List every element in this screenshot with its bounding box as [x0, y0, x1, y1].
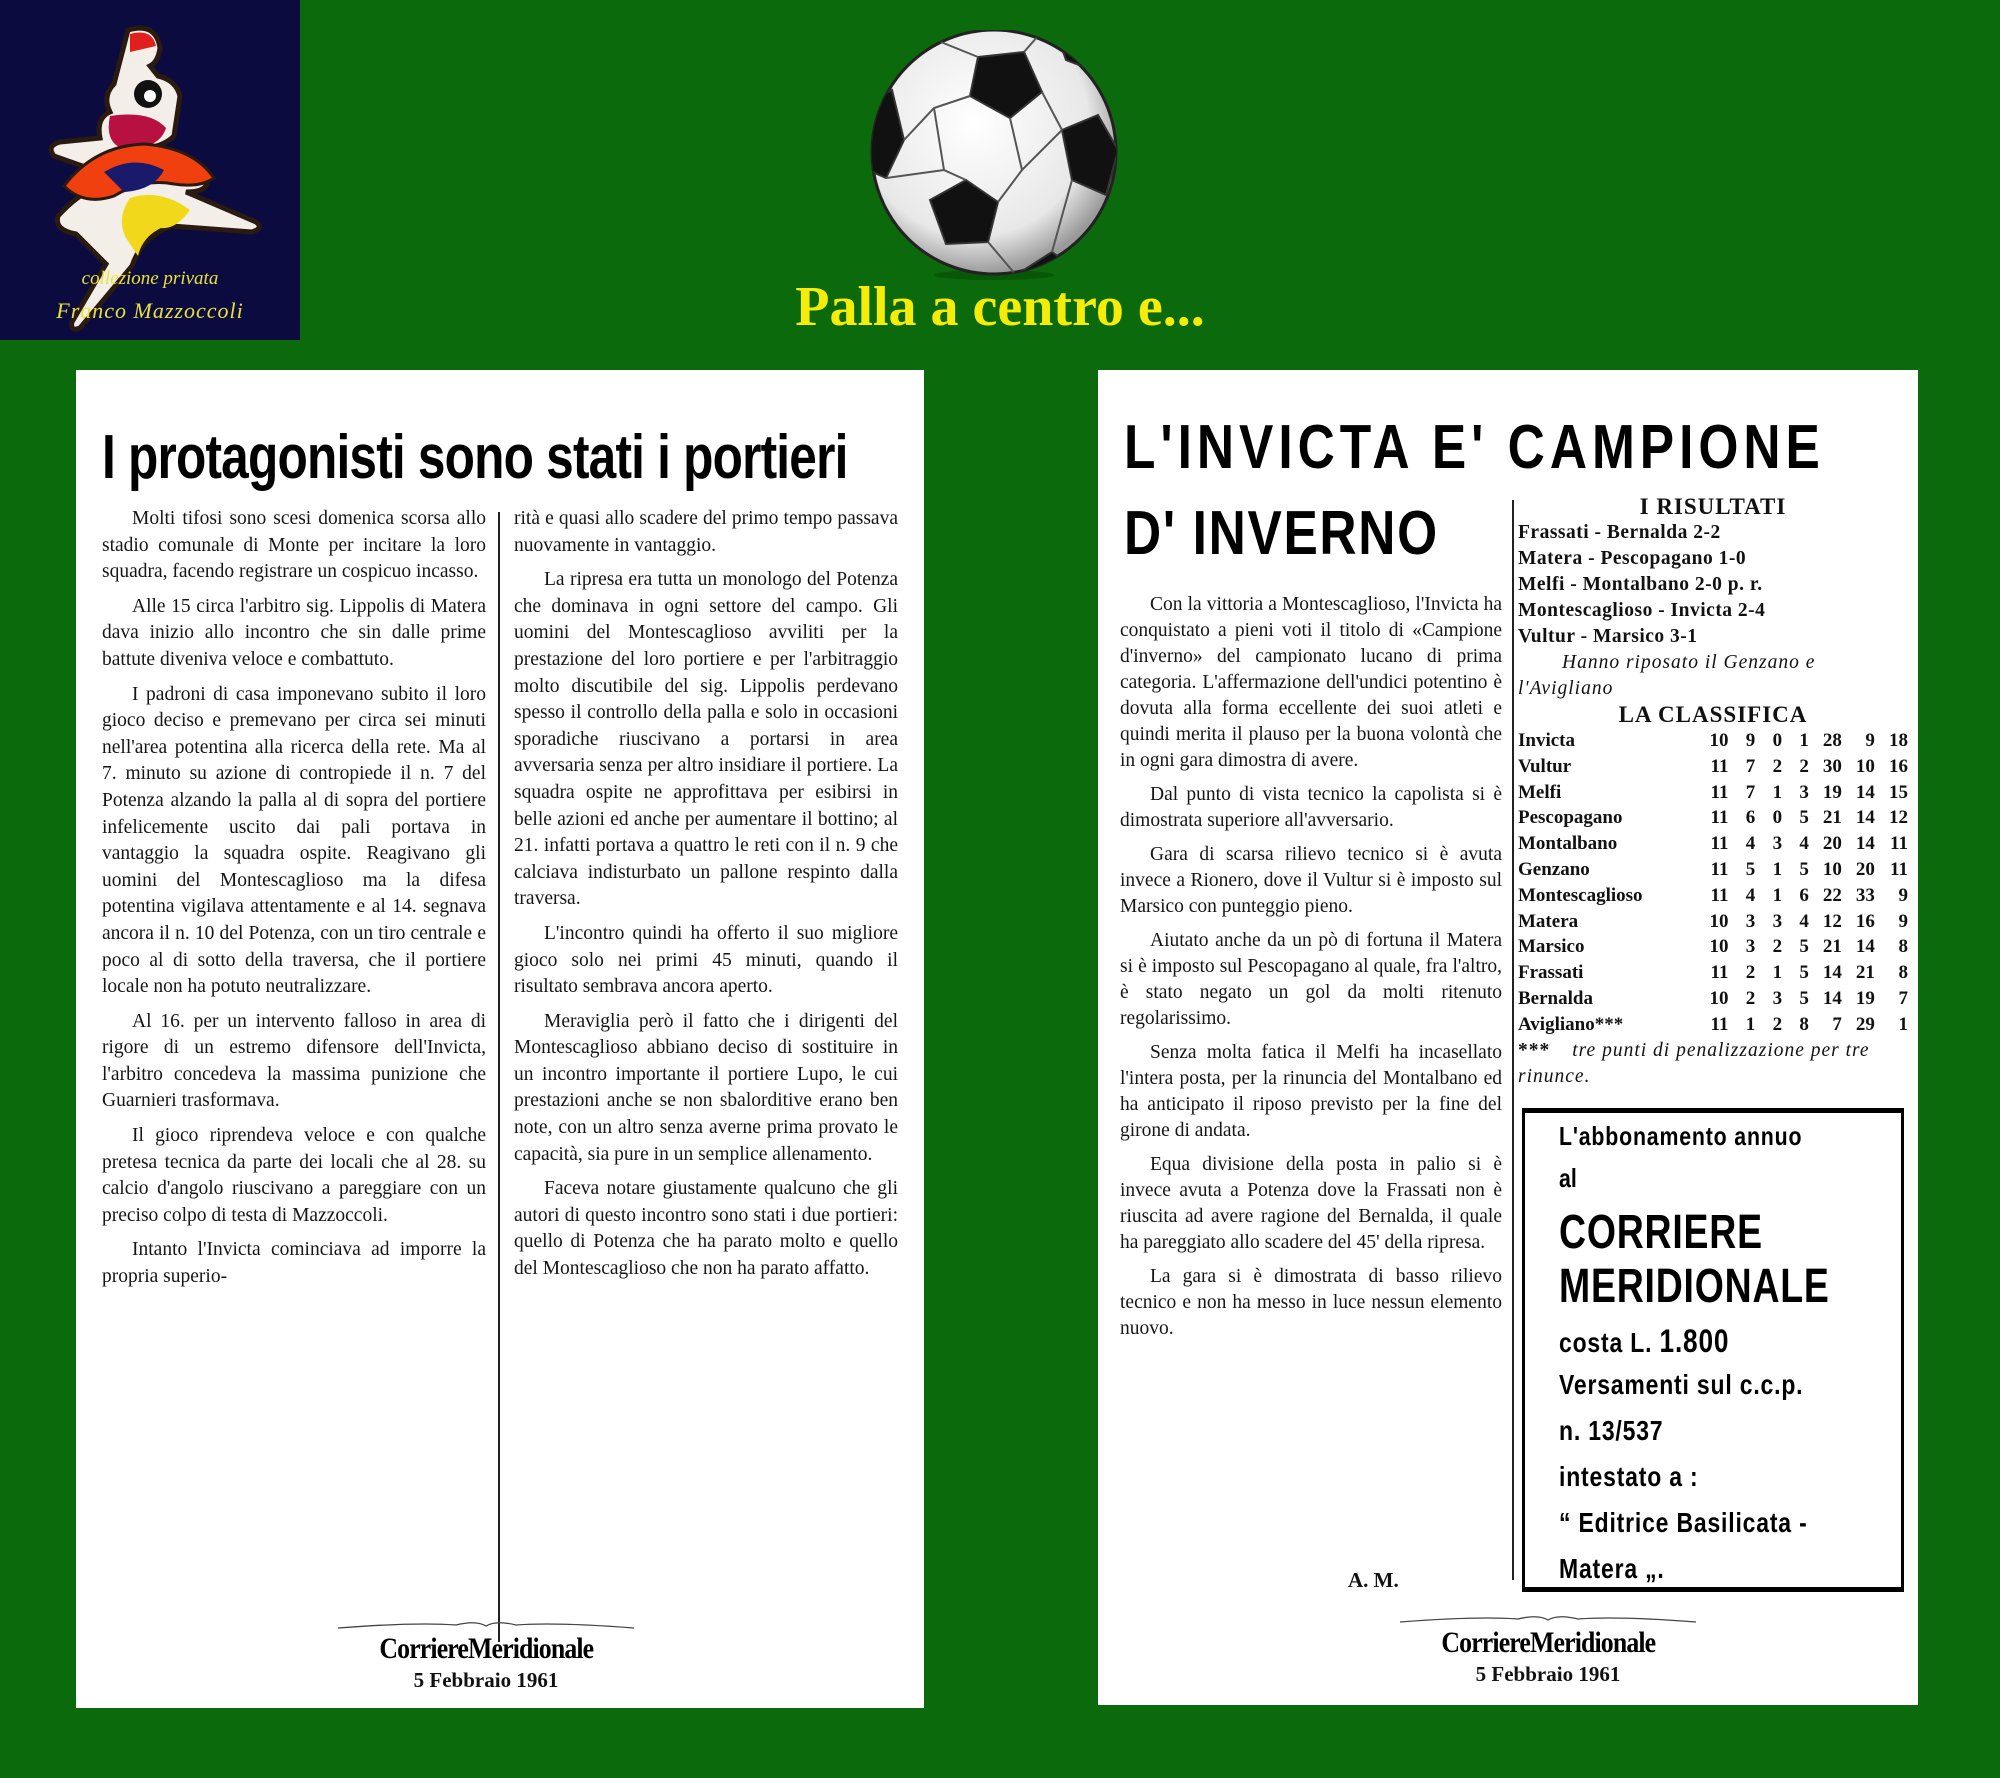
stat-gs: 14	[1855, 781, 1875, 803]
paragraph: Alle 15 circa l'arbitro sig. Lippolis di Matera dava inizio allo incontro che sin dalle prime battute diveniva veloce e combattuto.	[102, 595, 486, 670]
stat-n: 2	[1772, 1013, 1783, 1035]
stat-p: 5	[1799, 807, 1809, 829]
paragraph: La gara si è dimostrata di basso rilievo tecnico e non ha messo in luce nessun elemento nuovo.	[1120, 1266, 1502, 1339]
team-name: Invicta	[1518, 730, 1575, 751]
team-name: Melfi	[1518, 781, 1562, 803]
stat-gs: 10	[1855, 755, 1875, 777]
stat-gs: 20	[1855, 858, 1875, 880]
paragraph: Intanto l'Invicta cominciava ad imporre la propria superio-	[102, 1239, 486, 1288]
stat-pt: 7	[1898, 987, 1908, 1009]
ad-line: al	[1559, 1163, 1577, 1193]
stat-v: 1	[1745, 1013, 1756, 1035]
paragraph: Faceva notare giustamente qualcuno che gli autori di questo incontro sono stati i due portieri: quello di Potenza che ha parato molto e quello del Montescaglioso che non ha parato affatto.	[514, 1178, 898, 1280]
ad-line: “ Editrice Basilicata -	[1559, 1507, 1808, 1538]
ad-line: Matera „.	[1559, 1553, 1665, 1584]
stat-v: 2	[1745, 987, 1756, 1009]
paragraph: Equa divisione della posta in palio si è invece avuta a Potenza dove la Frassati non è riuscita ad avere ragione del Bernalda, il quale ha pareggiato allo scadere del 45' della ripresa.	[1120, 1154, 1502, 1253]
stat-n: 0	[1772, 730, 1783, 751]
stat-gs: 14	[1855, 936, 1875, 958]
stat-pt: 12	[1889, 807, 1908, 829]
stat-gf: 21	[1822, 807, 1842, 829]
stat-pt: 15	[1889, 781, 1908, 803]
ad-line: Versamenti sul c.c.p.	[1559, 1369, 1804, 1400]
stat-g: 11	[1710, 962, 1729, 984]
stat-g: 11	[1710, 807, 1729, 829]
stat-pt: 18	[1889, 730, 1908, 751]
collection-logo	[0, 0, 300, 340]
stat-n: 0	[1772, 807, 1783, 829]
stat-p: 4	[1799, 910, 1809, 932]
team-name: Bernalda	[1518, 987, 1593, 1009]
left-article-headline: I protagonisti sono stati i portieri	[102, 423, 848, 492]
stat-g: 10	[1709, 730, 1729, 751]
stat-p: 5	[1799, 936, 1809, 958]
standings-row	[1518, 883, 1908, 909]
paragraph: L'incontro quindi ha offerto il suo migliore gioco solo nei primi 45 minuti, quando il risultato sembrava ancora aperto.	[514, 922, 898, 998]
match-result: Frassati - Bernalda 2-2	[1518, 522, 1721, 543]
rest-note: Hanno riposato il Genzano e l'Avigliano	[1518, 652, 1816, 699]
stat-gs: 14	[1855, 807, 1875, 829]
right-source-footer	[1338, 1614, 1758, 1687]
right-article-headline-line-1: L'INVICTA E' CAMPIONE	[1124, 413, 1825, 482]
publication-date: 5 Febbraio 1961	[413, 1668, 559, 1692]
paragraph: Con la vittoria a Montescaglioso, l'Invicta ha conquistato a pieni voti il titolo di «Campione d'inverno» del campionato lucano di prima categoria. L'affermazione dell'undici potentino è dovuta alla forma eccellente dei suoi atleti e quindi merita il plauso per la buona volontà che in ogni gara dimostra di avere.	[1120, 594, 1502, 771]
stat-n: 3	[1772, 910, 1783, 932]
right-article-clipping	[1098, 370, 1918, 1705]
standings-row	[1518, 986, 1908, 1012]
stat-g: 10	[1709, 987, 1729, 1009]
team-name: Frassati	[1518, 962, 1584, 984]
stat-gf: 22	[1822, 884, 1842, 906]
stat-v: 4	[1745, 884, 1756, 906]
ornament-divider	[336, 1620, 636, 1632]
stat-v: 3	[1745, 936, 1756, 958]
stat-gf: 14	[1822, 962, 1842, 984]
newspaper-name: CorriereMeridionale	[379, 1632, 593, 1665]
stat-gf: 12	[1822, 910, 1842, 932]
stat-n: 3	[1772, 987, 1783, 1009]
column-divider	[498, 512, 500, 1642]
stat-g: 11	[1710, 833, 1729, 855]
author-byline: A. M.	[1348, 1568, 1399, 1592]
paragraph: Senza molta fatica il Melfi ha incasellato l'intera posta, per la rinuncia del Montalbano ed ha anticipato il riposo previsto per la fine del girone di andata.	[1120, 1042, 1502, 1141]
paragraph: Meraviglia però il fatto che i dirigenti del Montescaglioso abbiano deciso di sostituire in un incontro importante il portiere Lupo, le cui prestazioni anche se non sbalorditive erano ben note, con un altro senza averne prima provato le capacità, sia pure in un semplice allenamento.	[514, 1010, 898, 1165]
stat-v: 9	[1745, 730, 1756, 751]
team-name: Marsico	[1518, 936, 1585, 958]
ad-line: intestato a :	[1559, 1461, 1699, 1492]
penalty-mark: ***	[1518, 1039, 1551, 1061]
standings-table	[1518, 728, 1908, 1038]
stat-gf: 19	[1822, 781, 1842, 803]
stat-gf: 14	[1822, 987, 1842, 1009]
page-title: Palla a centro e...	[795, 276, 1205, 338]
stat-p: 3	[1799, 781, 1809, 803]
stat-pt: 16	[1889, 755, 1908, 777]
stat-p: 5	[1799, 962, 1809, 984]
column-divider	[1512, 500, 1514, 1580]
publication-date: 5 Febbraio 1961	[1475, 1662, 1621, 1686]
stat-g: 11	[1710, 755, 1729, 777]
standings-title: LA CLASSIFICA	[1618, 702, 1808, 727]
ad-line: n. 13/537	[1559, 1415, 1664, 1446]
left-source-footer	[276, 1620, 696, 1693]
stat-gf: 30	[1822, 755, 1842, 777]
stat-n: 1	[1772, 962, 1783, 984]
logo-owner-name: Franco Mazzoccoli	[56, 298, 244, 323]
subscription-ad	[1522, 1108, 1904, 1592]
stat-p: 2	[1799, 755, 1809, 777]
stat-gf: 7	[1832, 1013, 1842, 1035]
standings-row	[1518, 831, 1908, 857]
logo-caption: collezione privata	[81, 268, 219, 289]
penalty-text: tre punti di penalizzazione per tre rinunce.	[1518, 1039, 1870, 1087]
stat-v: 2	[1745, 962, 1756, 984]
stat-g: 11	[1710, 884, 1729, 906]
stat-p: 8	[1799, 1013, 1809, 1035]
stat-v: 3	[1745, 910, 1756, 932]
stat-gf: 10	[1822, 858, 1842, 880]
stat-g: 10	[1709, 936, 1729, 958]
stat-g: 10	[1709, 910, 1729, 932]
stat-n: 1	[1772, 858, 1783, 880]
left-article-column-2	[514, 506, 898, 1291]
standings-row	[1518, 934, 1908, 960]
stat-gs: 14	[1855, 833, 1875, 855]
team-name: Montalbano	[1518, 833, 1618, 855]
standings-row	[1518, 1012, 1908, 1038]
stat-gs: 19	[1855, 987, 1875, 1009]
stat-pt: 8	[1898, 962, 1908, 984]
penalty-note	[1518, 1038, 1908, 1090]
team-name: Montescaglioso	[1518, 884, 1643, 906]
stat-gs: 33	[1855, 884, 1875, 906]
ad-newspaper-name: MERIDIONALE	[1559, 1260, 1830, 1313]
stat-gs: 21	[1855, 962, 1875, 984]
stat-pt: 11	[1890, 833, 1908, 855]
team-name: Vultur	[1518, 755, 1572, 777]
paragraph: I padroni di casa imponevano subito il loro gioco deciso e premevano per circa sei minuti nell'area potentina alla ricerca della rete. Ma al 7. minuto su azione di contropiede il n. 7 del Potenza alzando la palla al di sopra del portiere infelicemente uscito dai pali portava in vantaggio la squadra ospite. Reagivano gli uomini del Montescaglioso ma la difesa potentina vigilava attentamente e al 14. segnava ancora il n. 10 del Potenza, con un tiro centrale e poco al di sotto della traversa, che il portiere locale non ha potuto neutralizzare.	[102, 683, 486, 998]
paragraph: Il gioco riprendeva veloce e con qualche pretesa tecnica da parte dei locali che al 28. su calcio d'angolo riuscivano a pareggiare con un preciso colpo di testa di Mazzoccoli.	[102, 1125, 486, 1226]
stat-v: 7	[1745, 755, 1756, 777]
ad-price	[1559, 1323, 1729, 1360]
team-name: Genzano	[1518, 858, 1590, 880]
standings-row	[1518, 960, 1908, 986]
stat-pt: 8	[1898, 936, 1908, 958]
ad-line: L'abbonamento annuo	[1559, 1121, 1803, 1151]
stat-n: 1	[1772, 884, 1783, 906]
results-title: I RISULTATI	[1639, 494, 1787, 519]
stat-n: 1	[1772, 781, 1783, 803]
stat-gs: 29	[1855, 1013, 1875, 1035]
ornament-divider	[1398, 1614, 1698, 1626]
stat-pt: 9	[1898, 910, 1908, 932]
stat-g: 11	[1710, 1013, 1729, 1035]
stat-p: 4	[1799, 833, 1809, 855]
soccer-ball-icon	[866, 30, 1124, 280]
standings-row	[1518, 857, 1908, 883]
paragraph: Gara di scarsa rilievo tecnico si è avuta invece a Rionero, dove il Vultur si è imposto sul Marsico con punteggio pieno.	[1120, 844, 1502, 917]
results-and-standings	[1518, 494, 1908, 1090]
match-result: Melfi - Montalbano 2-0 p. r.	[1518, 574, 1763, 595]
stat-gf: 21	[1822, 936, 1842, 958]
stat-pt: 9	[1898, 884, 1908, 906]
stat-gs: 9	[1865, 730, 1875, 751]
paragraph: La ripresa era tutta un monologo del Potenza che dominava in ogni settore del campo. Gli uomini del Montescaglioso avviliti per la prestazione del loro portiere e per l'arbitraggio molto discutibile del sig. Lippolis perdevano spesso il controllo della palla e solo in occasioni sporadiche riuscivano a portarsi in area avversaria senza per altro insidiare il portiere. La squadra ospite ne approfittava per esibirsi in belle azioni ed anche per aumentare il bottino; al 21. infatti portava a quattro le reti con il n. 9 che calciava indisturbato un pallone respinto dalla traversa.	[514, 569, 898, 910]
standings-row	[1518, 780, 1908, 806]
standings-row	[1518, 909, 1908, 935]
team-name: Pescopagano	[1518, 807, 1623, 829]
stat-n: 3	[1772, 833, 1783, 855]
stat-gs: 16	[1855, 910, 1875, 932]
match-result: Matera - Pescopagano 1-0	[1518, 548, 1747, 569]
left-article-column-1	[102, 506, 486, 1299]
match-result: Vultur - Marsico 3-1	[1518, 626, 1698, 647]
stat-v: 4	[1745, 833, 1756, 855]
stat-p: 6	[1799, 884, 1809, 906]
left-article-clipping	[76, 370, 924, 1708]
paragraph: Aiutato anche da un pò di fortuna il Matera si è imposto sul Pescopagano al quale, fra l'altro, è stato negato un gol da molti ritenuto regolarissimo.	[1120, 930, 1502, 1029]
stat-pt: 1	[1898, 1013, 1908, 1035]
stat-p: 5	[1799, 858, 1809, 880]
stat-p: 5	[1799, 987, 1809, 1009]
stat-p: 1	[1799, 730, 1809, 751]
paragraph: Molti tifosi sono scesi domenica scorsa allo stadio comunale di Monte per incitare la loro squadra, facendo registrare un cospicuo incasso.	[102, 508, 486, 583]
stat-gf: 28	[1822, 730, 1842, 751]
ad-newspaper-name: CORRIERE	[1559, 1206, 1763, 1259]
stat-gf: 20	[1822, 833, 1842, 855]
newspaper-name: CorriereMeridionale	[1441, 1626, 1655, 1659]
stat-v: 6	[1745, 807, 1756, 829]
stat-pt: 11	[1890, 858, 1908, 880]
stat-v: 7	[1745, 781, 1756, 803]
stat-g: 11	[1710, 858, 1729, 880]
right-article-body	[1120, 592, 1502, 1350]
match-result: Montescaglioso - Invicta 2-4	[1518, 600, 1766, 621]
ad-price-label: costa L.	[1559, 1327, 1653, 1358]
paragraph: Al 16. per un intervento falloso in area di rigore di un estremo difensore dell'Invicta, l'arbitro concedeva la massima punizione che Guarnieri trasformava.	[102, 1010, 486, 1112]
standings-row	[1518, 805, 1908, 831]
paragraph: rità e quasi allo scadere del primo tempo passava nuovamente in vantaggio.	[514, 508, 898, 556]
stat-n: 2	[1772, 755, 1783, 777]
paragraph: Dal punto di vista tecnico la capolista si è dimostrata superiore all'avversario.	[1120, 784, 1502, 831]
stat-v: 5	[1745, 858, 1756, 880]
stat-n: 2	[1772, 936, 1783, 958]
standings-row	[1518, 754, 1908, 780]
team-name: Avigliano***	[1518, 1013, 1624, 1035]
team-name: Matera	[1518, 910, 1579, 932]
standings-row	[1518, 728, 1908, 754]
ad-price-value: 1.800	[1659, 1323, 1730, 1359]
right-article-headline-line-2: D' INVERNO	[1124, 499, 1439, 568]
stat-g: 11	[1710, 781, 1729, 803]
